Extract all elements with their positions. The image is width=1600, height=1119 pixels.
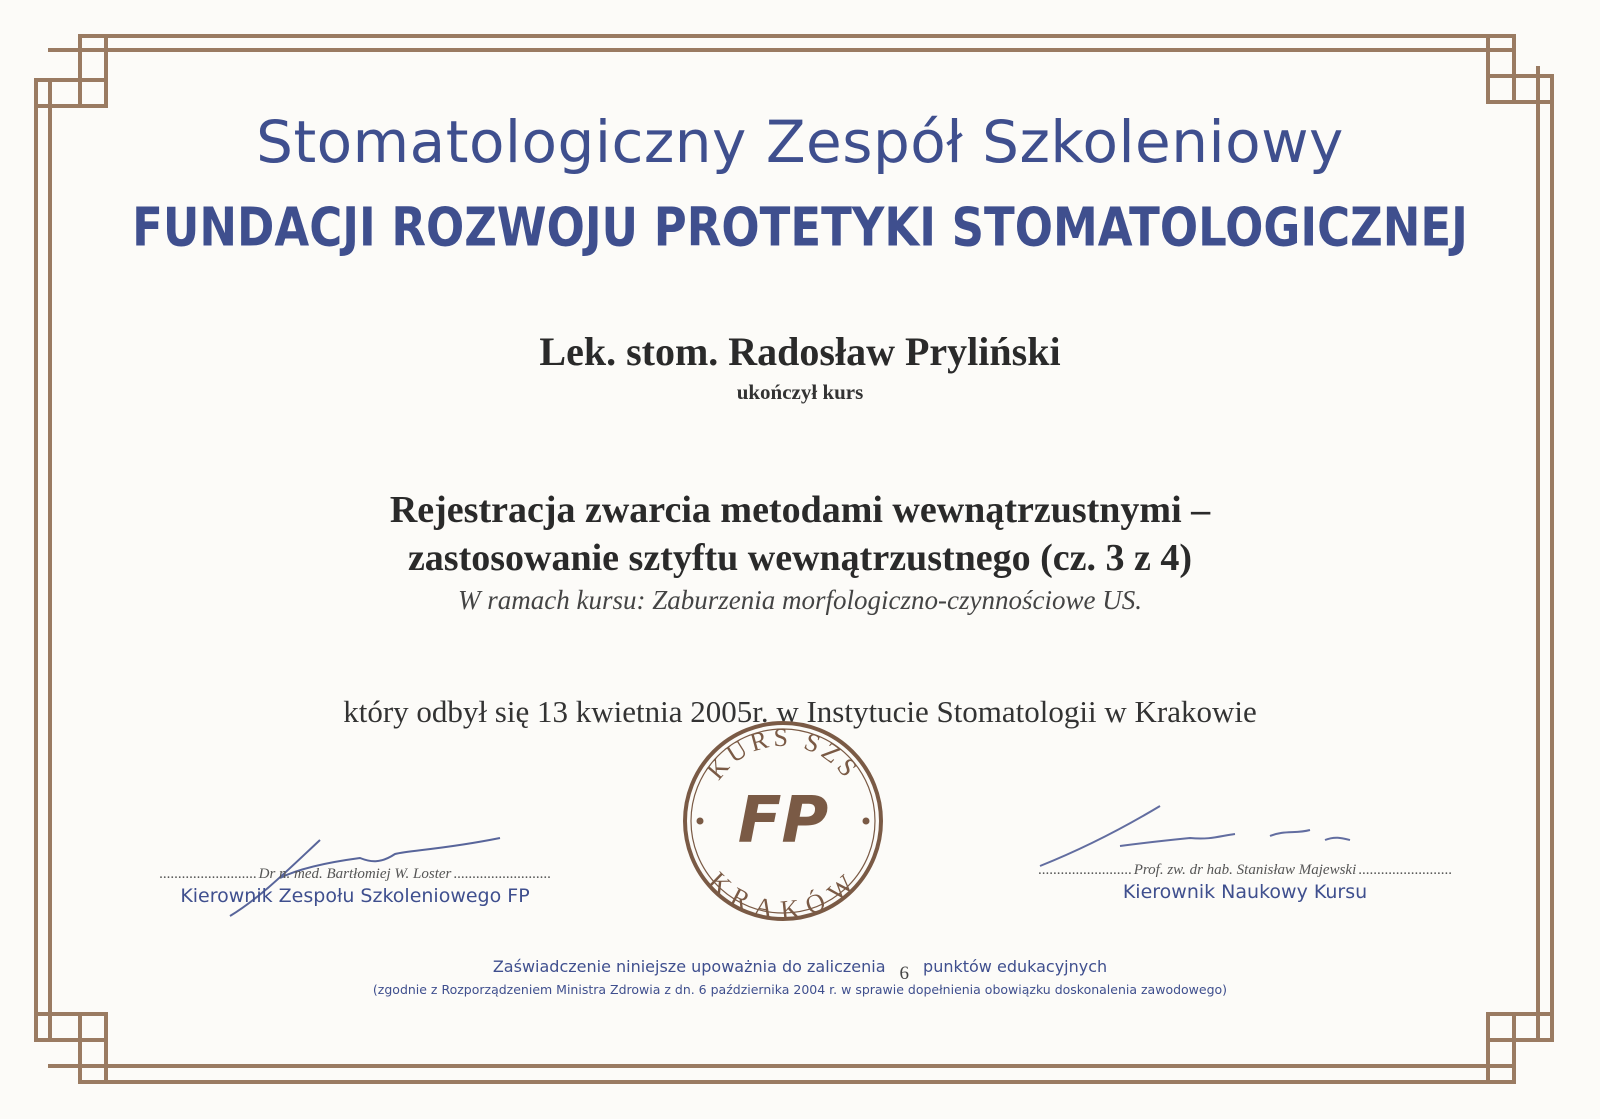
signatory-role: Kierownik Naukowy Kursu <box>1122 881 1368 903</box>
signature-block-right <box>990 862 1500 903</box>
regulation-note: (zgodnie z Rozporządzeniem Ministra Zdrowia z dn. 6 października 2004 r. w sprawie dopełnienia obowiązku doskonalenia zawodowego) <box>372 982 1228 997</box>
points-value: 6 <box>899 963 910 984</box>
event-details: który odbył się 13 kwietnia 2005r. w Instytucie Stomatologii w Krakowie <box>343 694 1257 729</box>
course-seal <box>680 718 886 924</box>
seal-fp-logo: FP <box>737 784 829 858</box>
signature-block-left <box>100 866 610 907</box>
course-context: W ramach kursu: Zaburzenia morfologiczno-czynnościowe US. <box>458 585 1142 615</box>
organization-subtitle: FUNDACJI ROZWOJU PROTETYKI STOMATOLOGICZNEJ <box>132 196 1468 259</box>
signatory-name: Dr n. med. Bartłomiej W. Loster <box>258 866 452 882</box>
points-text-after: punktów edukacyjnych <box>923 957 1108 976</box>
course-title-line2: zastosowanie sztyftu wewnątrzustnego (cz. 3 z 4) <box>407 537 1193 579</box>
organization-title: Stomatologiczny Zespół Szkoleniowy <box>256 108 1344 176</box>
recipient-name: Lek. stom. Radosław Pryliński <box>539 329 1061 374</box>
points-text-before: Zaświadczenie niniejsze upoważnia do zaliczenia <box>492 957 886 976</box>
seal-top-text: KURS SZS <box>700 722 866 786</box>
completed-text: ukończył kurs <box>736 380 864 404</box>
signatory-name: Prof. zw. dr hab. Stanisław Majewski <box>1133 862 1357 878</box>
course-title-line1: Rejestracja zwarcia metodami wewnątrzustnymi – <box>389 489 1211 531</box>
points-statement <box>0 956 1600 984</box>
seal-bottom-text: KRAKÓW <box>703 866 863 924</box>
signatory-role: Kierownik Zespołu Szkoleniowego FP <box>180 885 530 907</box>
signature-line: .......................... Dr n. med. Bartłomiej W. Loster .......................... <box>159 866 551 882</box>
signature-line: ......................... Prof. zw. dr hab. Stanisław Majewski ......................... <box>1037 862 1452 878</box>
